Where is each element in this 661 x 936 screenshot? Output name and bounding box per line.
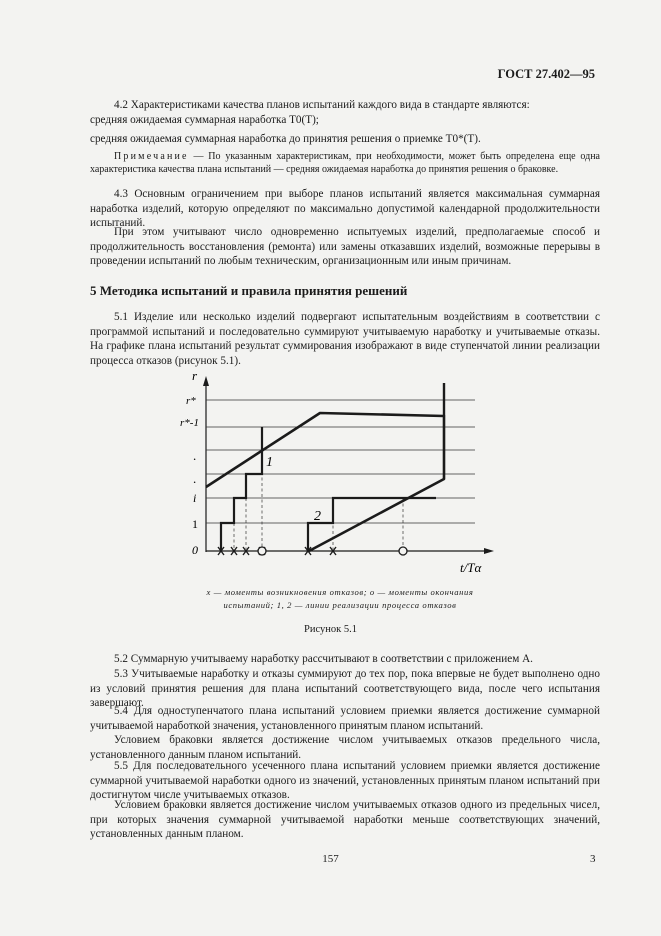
p55b: Условием браковки является достижение числом учитываемых отказов одного из предельных чисел, при которых значения суммарной учитываемой наработки меньше соответствующих значений, установленных данным планом. bbox=[90, 799, 600, 841]
note-text: — По указанным характеристикам, при необходимости, может быть определена еще одна характеристика качества плана испытаний — средняя ожидаемая наработка до принятия решения о браковке. bbox=[90, 151, 600, 176]
end-mark-1 bbox=[258, 547, 266, 555]
p42-line2-text: средняя ожидаемая суммарная наработка T0(T); bbox=[90, 114, 319, 126]
p42-line3-text: средняя ожидаемая суммарная наработка до принятия решения о приемке T0*(T). bbox=[90, 133, 481, 145]
p52: 5.2 Суммарную учитываему наработку рассчитывают в соответствии с приложением А. bbox=[114, 653, 533, 665]
p42-line1: 4.2 Характеристиками качества планов испытаний каждого вида в стандарте являются: bbox=[114, 99, 530, 111]
dashed-projections bbox=[221, 428, 403, 549]
line-label-1: 1 bbox=[266, 455, 273, 470]
section5-title: 5 Методика испытаний и правила принятия решений bbox=[90, 283, 408, 298]
p54: 5.4 Для одноступенчатого плана испытаний условием приемки является достижение суммарной учитываемой наработкой значения, установленного принятым планом испытаний. bbox=[90, 705, 600, 732]
line-label-2: 2 bbox=[314, 509, 321, 524]
note-paragraph bbox=[90, 150, 600, 177]
x-axis-arrow bbox=[484, 548, 494, 554]
note-label: Примечание bbox=[114, 151, 189, 162]
y-tick-0: 0 bbox=[192, 543, 198, 557]
figure-5-1 bbox=[160, 360, 510, 580]
y-tick-r-star-minus-1: r*-1 bbox=[180, 417, 199, 429]
p43b: При этом учитывают число одновременно испытуемых изделий, предполагаемые способ и продолжительность восстановления (ремонта) или замены отказавших изделий, возможные перерывы в проведении испытаний по любым техническим, организационным или иным причинам. bbox=[90, 226, 600, 268]
realization-line-2 bbox=[308, 498, 436, 551]
p51: 5.1 Изделие или несколько изделий подвергают испытательным воздействиям в соответствии с программой испытаний и последовательно суммируют учитываемую наработку и учитываемые отказы. На графике плана испытаний результат суммирования изображают в виде ступенчатой линии реализации процесса отказов (рисунок 5.1). bbox=[90, 311, 600, 367]
decision-boundary bbox=[206, 413, 444, 551]
p43: 4.3 Основным ограничением при выборе планов испытаний является максимальная суммарная наработка изделий, которую определяют по максимально допустимой календарной продолжительности испытаний. bbox=[90, 188, 600, 230]
y-tick-1: 1 bbox=[192, 517, 198, 531]
y-tick-dot-2: . bbox=[193, 471, 197, 486]
standard-header: ГОСТ 27.402—95 bbox=[497, 67, 595, 81]
caption-line-2: испытаний; 1, 2 — линии реализации процесса отказов bbox=[223, 600, 457, 610]
p42-line3 bbox=[90, 132, 600, 147]
y-tick-r-star: r* bbox=[186, 395, 196, 407]
end-mark-2 bbox=[399, 547, 407, 555]
p42-line2 bbox=[90, 113, 600, 128]
y-tick-dot-1: . bbox=[193, 448, 197, 463]
y-axis-arrow bbox=[203, 376, 209, 386]
p53: 5.3 Учитываемые наработку и отказы суммируют до тех пор, пока впервые не будет выполнено одно из условий принятия решения для плана испытаний соответствующего вида, после чего испытания завершают. bbox=[90, 668, 600, 710]
y-axis-label: r bbox=[192, 368, 198, 383]
caption-line-1: x — моменты возникновения отказов; o — моменты окончания bbox=[206, 587, 474, 597]
x-axis-label: t/Tα bbox=[460, 560, 482, 575]
page-number: 157 bbox=[322, 853, 339, 865]
realization-line-1 bbox=[221, 427, 262, 551]
figure-title: Рисунок 5.1 bbox=[304, 624, 357, 635]
y-tick-i: i bbox=[193, 491, 197, 505]
p55: 5.5 Для последовательного усеченного плана испытаний условием приемки является достижение суммарной учитываемой наработки одного из значений, установленных принятым планом испытаний при достигнутом числе учитываемых отказов. bbox=[90, 760, 600, 802]
sheet-number: 3 bbox=[590, 853, 596, 865]
p54b: Условием браковки является достижение числом учитываемых отказов предельного числа, установленного данным планом испытаний. bbox=[90, 734, 600, 761]
figure-caption bbox=[150, 586, 530, 612]
